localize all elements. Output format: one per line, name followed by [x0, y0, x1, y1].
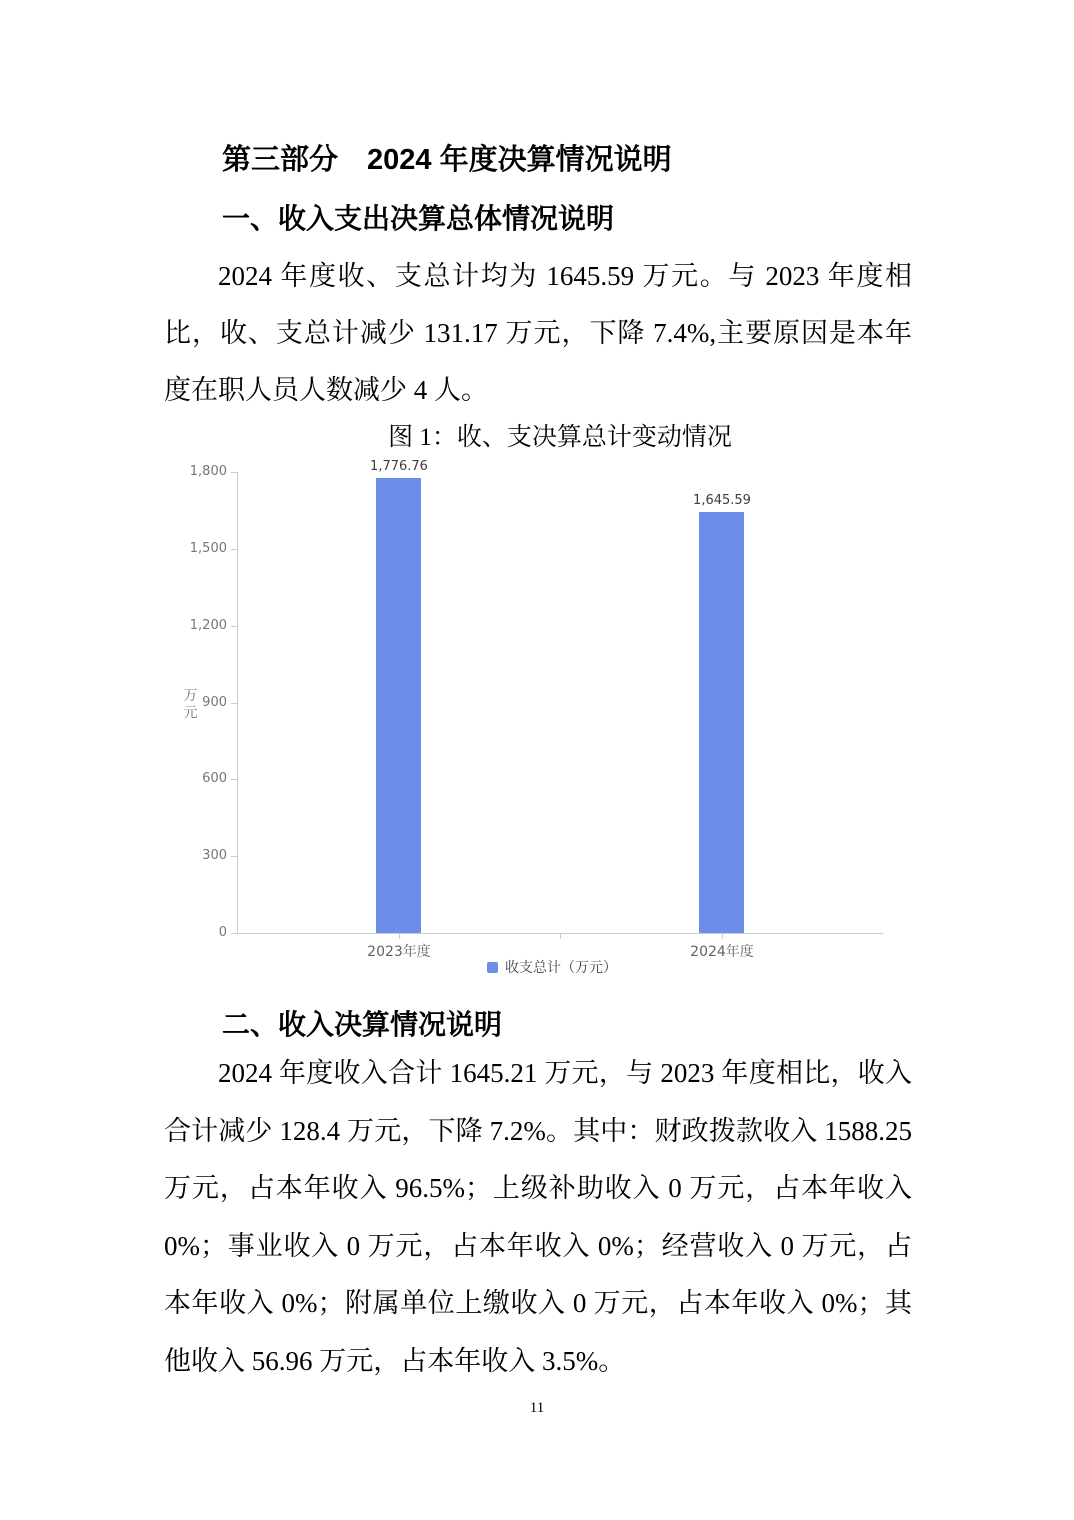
x-axis-label: 2023年度 [367, 944, 431, 960]
bar-value-label: 1,776.76 [370, 459, 428, 474]
bar [699, 512, 744, 933]
y-axis-label: 万元 [183, 688, 198, 721]
y-axis-tick-label: 1,800 [189, 464, 227, 479]
page-title: 第三部分 2024 年度决算情况说明 [222, 144, 672, 176]
chart-title: 图 1：收、支决算总计变动情况 [388, 424, 732, 451]
section-one-paragraph: 2024 年度收、支总计均为 1645.59 万元。与 2023 年度相比，收、支总计减少 131.17 万元，下降 7.4%,主要原因是本年度在职人员人数减少 4 人。 [164, 261, 912, 405]
x-axis-boundary-tick [560, 934, 561, 939]
y-axis-tick-label: 0 [218, 925, 227, 940]
y-axis-tick [231, 856, 237, 857]
y-axis-tick [231, 626, 237, 627]
y-axis-tick [231, 779, 237, 780]
y-axis-tick-label: 1,200 [189, 617, 227, 633]
y-axis-tick [231, 933, 237, 934]
legend-swatch-icon [487, 962, 498, 973]
page-number: 11 [529, 1400, 545, 1416]
x-axis-label: 2024年度 [690, 944, 754, 960]
section-two-heading: 二、收入决算情况说明 [222, 1009, 503, 1040]
y-axis-tick-label: 300 [202, 848, 227, 864]
y-axis-tick [231, 549, 237, 550]
y-axis-tick-label: 1,500 [189, 540, 227, 556]
legend-label: 收支总计（万元） [505, 960, 617, 976]
y-axis-tick [231, 703, 237, 704]
x-axis-tick [722, 934, 723, 939]
section-two-paragraph: 2024 年度收入合计 1645.21 万元，与 2023 年度相比，收入合计减少 128.4 万元，下降 7.2%。其中：财政拨款收入 1588.25 万元，占本年收入 96.5%；上级补助收入 0 万元，占本年收入 0%；事业收入 0 万元，占本年收入 0%；经营收入 0 万元，占本年收入 0%；附属单位上缴收入 0 万元，占本年收入 0%；其他收入 56.96 万元，占本年收入 3.5%。 [164, 1058, 912, 1376]
section-one-heading: 一、收入支出决算总体情况说明 [222, 203, 615, 234]
y-axis-line [237, 472, 238, 934]
chart-legend [487, 956, 617, 978]
y-axis-tick-label: 900 [202, 694, 227, 710]
y-axis-tick-label: 600 [202, 771, 227, 787]
bar-value-label: 1,645.59 [693, 493, 751, 508]
x-axis-tick [399, 934, 400, 939]
bar [376, 478, 421, 933]
y-axis-tick [231, 472, 237, 473]
